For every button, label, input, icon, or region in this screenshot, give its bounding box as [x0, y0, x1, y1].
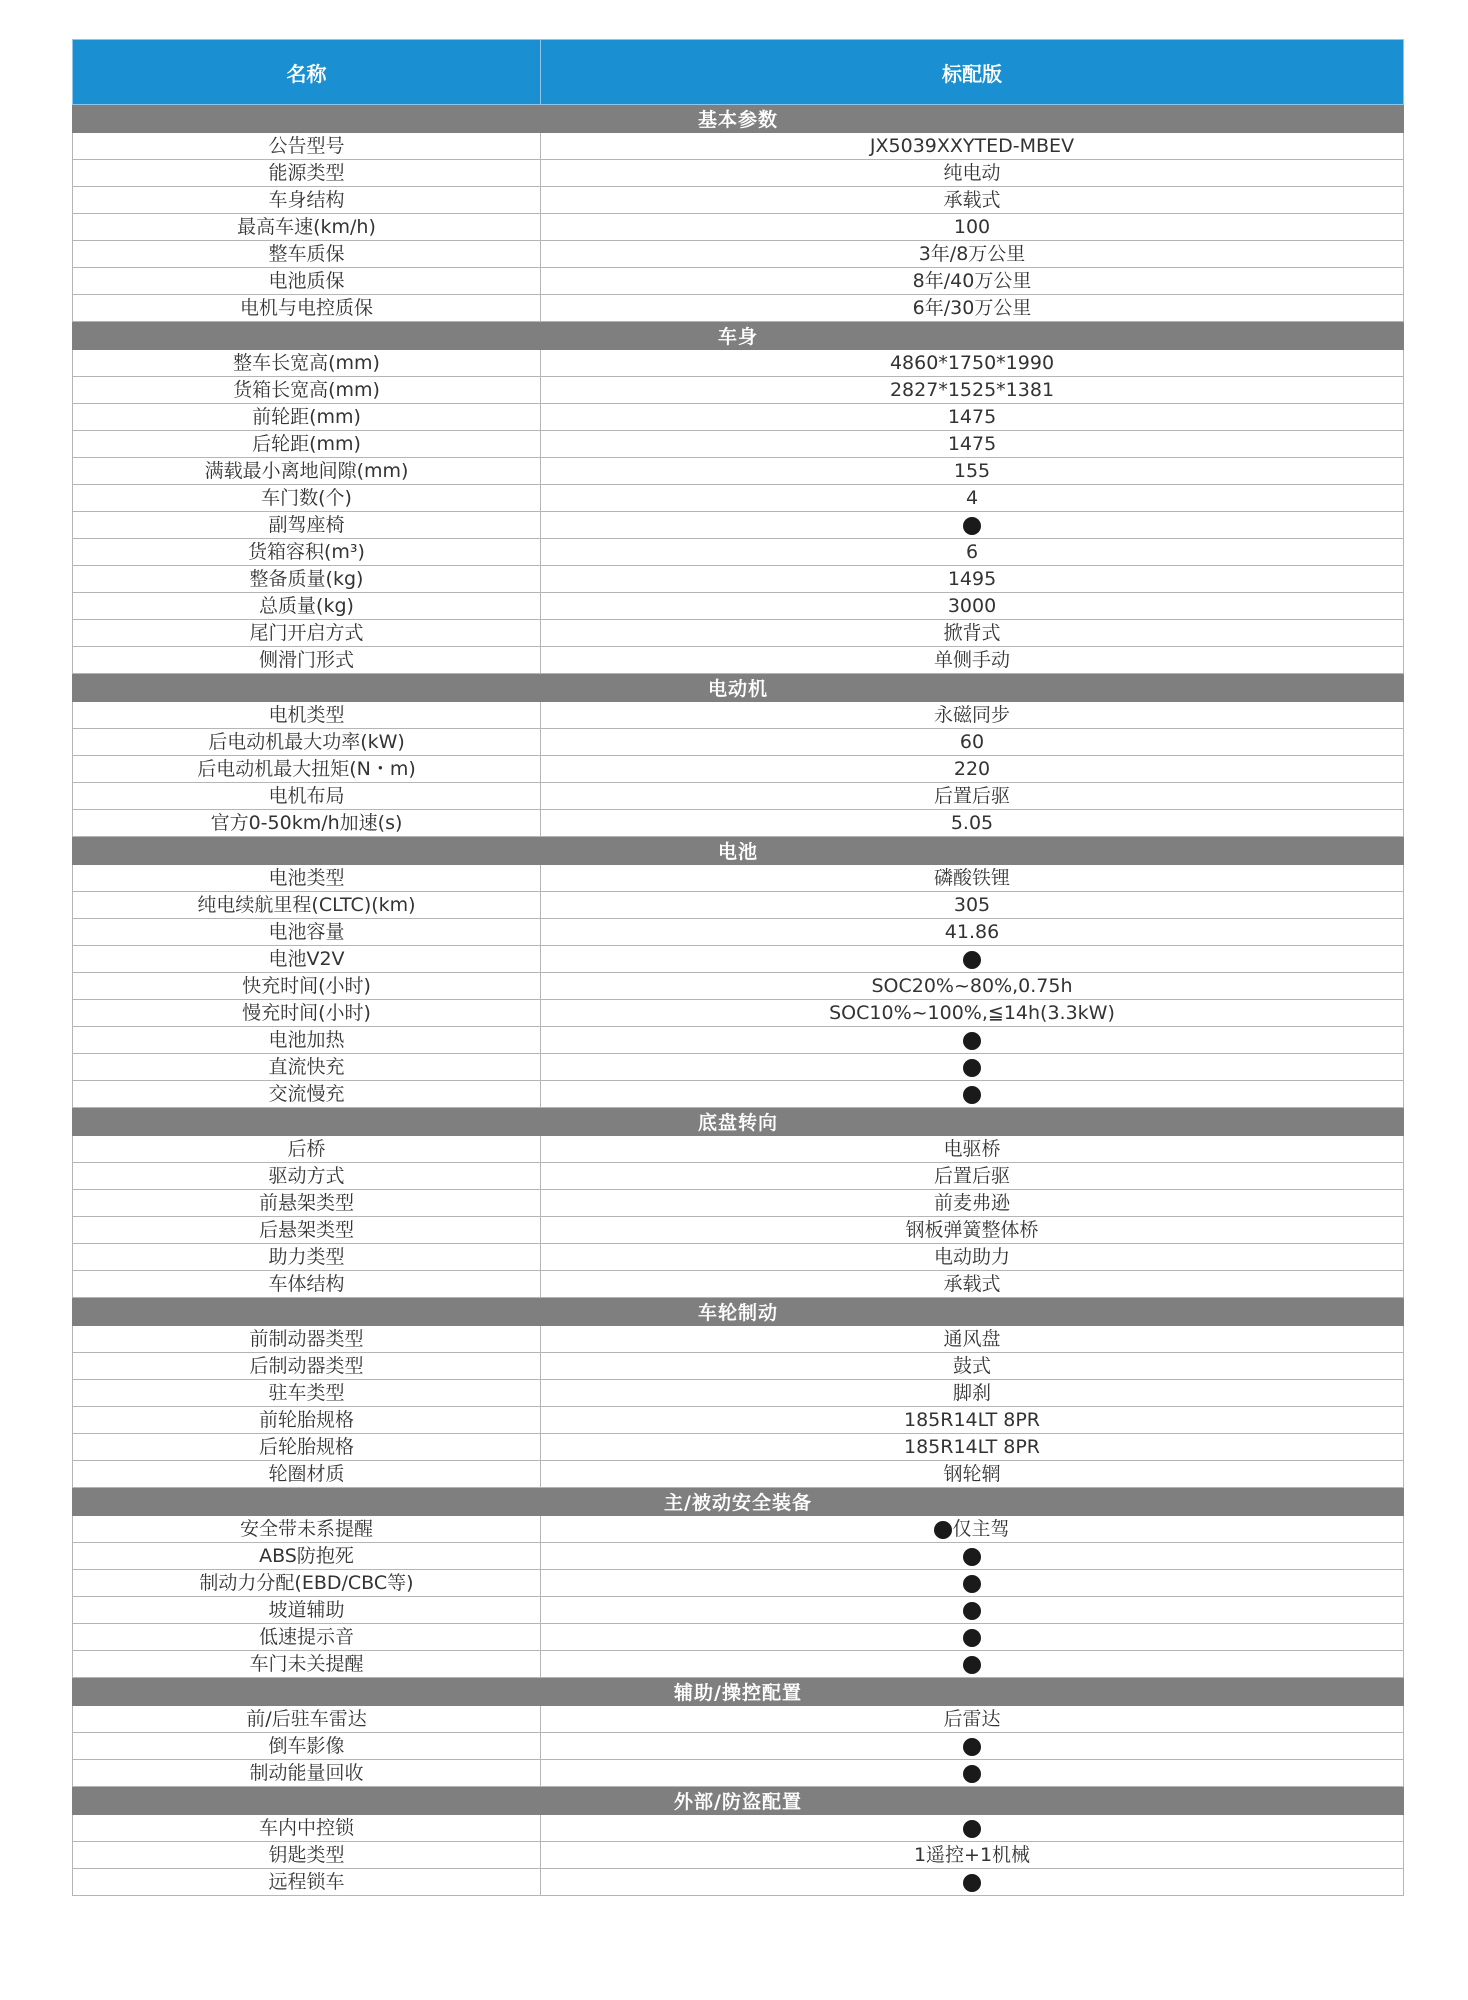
spec-value: SOC10%~100%,≦14h(3.3kW) — [829, 1002, 1115, 1024]
spec-value: 后置后驱 — [933, 1165, 1010, 1187]
spec-name: 电机类型 — [73, 702, 541, 729]
section-header-row — [73, 1488, 1404, 1516]
spec-row — [73, 404, 1404, 431]
spec-value-cell — [541, 404, 1404, 431]
standard-equipped-dot-icon — [963, 1086, 981, 1104]
spec-value-cell — [541, 1136, 1404, 1163]
spec-name: 驱动方式 — [73, 1163, 541, 1190]
spec-value-cell — [541, 1407, 1404, 1434]
spec-name: 车内中控锁 — [73, 1815, 541, 1842]
spec-row — [73, 1760, 1404, 1787]
spec-name: 纯电续航里程(CLTC)(km) — [73, 892, 541, 919]
spec-value: 脚刹 — [952, 1382, 991, 1404]
spec-name: 公告型号 — [73, 133, 541, 160]
spec-value: 1遥控+1机械 — [913, 1844, 1031, 1866]
spec-row — [73, 1136, 1404, 1163]
spec-name: 钥匙类型 — [73, 1842, 541, 1869]
spec-name: 货箱容积(m³) — [73, 539, 541, 566]
spec-value-cell — [541, 1815, 1404, 1842]
standard-equipped-dot-icon — [963, 1032, 981, 1050]
spec-value-cell — [541, 1842, 1404, 1869]
spec-value: JX5039XXYTED-MBEV — [869, 135, 1075, 157]
spec-value-cell — [541, 946, 1404, 973]
spec-row — [73, 1326, 1404, 1353]
spec-value-cell — [541, 377, 1404, 404]
spec-value-cell — [541, 756, 1404, 783]
spec-row — [73, 1733, 1404, 1760]
spec-value: 305 — [953, 894, 991, 916]
spec-value-cell — [541, 783, 1404, 810]
spec-row — [73, 892, 1404, 919]
spec-value-cell — [541, 1543, 1404, 1570]
spec-value: 100 — [953, 216, 991, 238]
spec-value: 8年/40万公里 — [912, 270, 1032, 292]
spec-value-cell — [541, 1760, 1404, 1787]
spec-name: 轮圈材质 — [73, 1461, 541, 1488]
section-header-row — [73, 837, 1404, 865]
spec-name: 直流快充 — [73, 1054, 541, 1081]
spec-name: 总质量(kg) — [73, 593, 541, 620]
spec-name: 后制动器类型 — [73, 1353, 541, 1380]
spec-value-cell — [541, 1000, 1404, 1027]
spec-name: 电机布局 — [73, 783, 541, 810]
spec-row — [73, 620, 1404, 647]
standard-equipped-dot-icon — [963, 1656, 981, 1674]
spec-value-cell — [541, 1353, 1404, 1380]
spec-value: 185R14LT 8PR — [903, 1436, 1040, 1458]
spec-row — [73, 1570, 1404, 1597]
spec-value: 155 — [953, 460, 991, 482]
spec-row — [73, 1380, 1404, 1407]
spec-value-cell — [541, 1869, 1404, 1896]
spec-value: 后雷达 — [943, 1708, 1001, 1730]
standard-equipped-dot-icon — [963, 517, 981, 535]
spec-name: 前制动器类型 — [73, 1326, 541, 1353]
spec-value-cell — [541, 1624, 1404, 1651]
spec-value: 4860*1750*1990 — [889, 352, 1055, 374]
spec-row — [73, 973, 1404, 1000]
spec-value-cell — [541, 1733, 1404, 1760]
spec-row — [73, 647, 1404, 674]
spec-name: 后桥 — [73, 1136, 541, 1163]
standard-equipped-dot-icon — [963, 1820, 981, 1838]
spec-row — [73, 1271, 1404, 1298]
spec-row — [73, 919, 1404, 946]
spec-value-cell — [541, 160, 1404, 187]
spec-value-cell — [541, 1081, 1404, 1108]
spec-row — [73, 783, 1404, 810]
spec-value-cell — [541, 1434, 1404, 1461]
spec-row — [73, 1081, 1404, 1108]
spec-value-cell — [541, 485, 1404, 512]
spec-value: 6年/30万公里 — [912, 297, 1032, 319]
spec-value: SOC20%~80%,0.75h — [871, 975, 1073, 997]
spec-row — [73, 1597, 1404, 1624]
spec-name: 低速提示音 — [73, 1624, 541, 1651]
spec-value: 220 — [953, 758, 991, 780]
spec-row — [73, 512, 1404, 539]
spec-row — [73, 1353, 1404, 1380]
spec-name: 货箱长宽高(mm) — [73, 377, 541, 404]
section-title: 外部/防盗配置 — [73, 1787, 1404, 1815]
spec-value-cell — [541, 892, 1404, 919]
section-header-row — [73, 322, 1404, 350]
spec-value: 6 — [965, 541, 979, 563]
spec-name: 尾门开启方式 — [73, 620, 541, 647]
spec-row — [73, 1163, 1404, 1190]
header-edition: 标配版 — [541, 40, 1404, 105]
spec-name: 助力类型 — [73, 1244, 541, 1271]
spec-name: 整车质保 — [73, 241, 541, 268]
standard-equipped-dot-icon — [934, 1521, 952, 1539]
spec-value: 纯电动 — [943, 162, 1001, 184]
spec-name: 前/后驻车雷达 — [73, 1706, 541, 1733]
spec-row — [73, 1842, 1404, 1869]
spec-name: 副驾座椅 — [73, 512, 541, 539]
spec-row — [73, 187, 1404, 214]
spec-value-cell — [541, 1190, 1404, 1217]
spec-row — [73, 485, 1404, 512]
spec-value-cell — [541, 1651, 1404, 1678]
spec-value: 电驱桥 — [943, 1138, 1001, 1160]
spec-row — [73, 1706, 1404, 1733]
spec-name: 快充时间(小时) — [73, 973, 541, 1000]
spec-value-cell — [541, 133, 1404, 160]
spec-value: 5.05 — [950, 812, 994, 834]
spec-name: 前轮距(mm) — [73, 404, 541, 431]
spec-value-cell — [541, 810, 1404, 837]
standard-equipped-dot-icon — [963, 1765, 981, 1783]
spec-value-cell — [541, 1597, 1404, 1624]
spec-name: 侧滑门形式 — [73, 647, 541, 674]
spec-value-cell — [541, 431, 1404, 458]
section-title: 辅助/操控配置 — [73, 1678, 1404, 1706]
spec-value-cell — [541, 702, 1404, 729]
spec-row — [73, 241, 1404, 268]
spec-value-cell — [541, 1570, 1404, 1597]
spec-name: 官方0-50km/h加速(s) — [73, 810, 541, 837]
section-title: 车轮制动 — [73, 1298, 1404, 1326]
spec-name: ABS防抱死 — [73, 1543, 541, 1570]
spec-name: 安全带未系提醒 — [73, 1516, 541, 1543]
spec-value: 通风盘 — [943, 1328, 1001, 1350]
spec-row — [73, 1054, 1404, 1081]
standard-equipped-dot-icon — [963, 1738, 981, 1756]
spec-row — [73, 729, 1404, 756]
spec-name: 制动力分配(EBD/CBC等) — [73, 1570, 541, 1597]
spec-value-cell — [541, 1516, 1404, 1543]
section-header-row — [73, 674, 1404, 702]
spec-value: 电动助力 — [933, 1246, 1010, 1268]
spec-name: 车体结构 — [73, 1271, 541, 1298]
spec-value-cell — [541, 729, 1404, 756]
section-title: 电动机 — [73, 674, 1404, 702]
section-header-row — [73, 105, 1404, 133]
spec-row — [73, 1869, 1404, 1896]
standard-equipped-dot-icon — [963, 1629, 981, 1647]
section-header-row — [73, 1678, 1404, 1706]
spec-value: 钢板弹簧整体桥 — [905, 1219, 1039, 1241]
spec-row — [73, 566, 1404, 593]
spec-name: 前轮胎规格 — [73, 1407, 541, 1434]
spec-name: 制动能量回收 — [73, 1760, 541, 1787]
header-name: 名称 — [73, 40, 541, 105]
spec-value: 永磁同步 — [933, 704, 1010, 726]
spec-value-cell — [541, 214, 1404, 241]
spec-value: 60 — [959, 731, 985, 753]
spec-value-cell — [541, 1380, 1404, 1407]
spec-name: 后电动机最大扭矩(N・m) — [73, 756, 541, 783]
spec-value-cell — [541, 1326, 1404, 1353]
spec-value: 4 — [965, 487, 979, 509]
spec-name: 整车长宽高(mm) — [73, 350, 541, 377]
spec-row — [73, 1244, 1404, 1271]
spec-row — [73, 1624, 1404, 1651]
spec-row — [73, 458, 1404, 485]
section-title: 电池 — [73, 837, 1404, 865]
table-header-row — [73, 40, 1404, 105]
spec-value: 仅主驾 — [952, 1518, 1010, 1540]
spec-row — [73, 431, 1404, 458]
spec-value-cell — [541, 241, 1404, 268]
standard-equipped-dot-icon — [963, 1575, 981, 1593]
spec-name: 远程锁车 — [73, 1869, 541, 1896]
spec-value: 3年/8万公里 — [918, 243, 1026, 265]
spec-name: 交流慢充 — [73, 1081, 541, 1108]
spec-row — [73, 350, 1404, 377]
standard-equipped-dot-icon — [963, 1602, 981, 1620]
spec-value: 承载式 — [943, 189, 1001, 211]
spec-value-cell — [541, 919, 1404, 946]
spec-value: 1475 — [947, 433, 997, 455]
section-header-row — [73, 1298, 1404, 1326]
spec-name: 后悬架类型 — [73, 1217, 541, 1244]
spec-name: 车门数(个) — [73, 485, 541, 512]
spec-name: 后轮距(mm) — [73, 431, 541, 458]
spec-value: 钢轮辋 — [943, 1463, 1001, 1485]
spec-row — [73, 810, 1404, 837]
spec-table-body — [73, 105, 1404, 1896]
spec-value-cell — [541, 1027, 1404, 1054]
standard-equipped-dot-icon — [963, 1874, 981, 1892]
spec-row — [73, 865, 1404, 892]
section-title: 车身 — [73, 322, 1404, 350]
spec-value-cell — [541, 1271, 1404, 1298]
standard-equipped-dot-icon — [963, 951, 981, 969]
spec-value-cell — [541, 1217, 1404, 1244]
spec-row — [73, 593, 1404, 620]
spec-value-cell — [541, 647, 1404, 674]
section-title: 基本参数 — [73, 105, 1404, 133]
spec-name: 最高车速(km/h) — [73, 214, 541, 241]
spec-name: 坡道辅助 — [73, 1597, 541, 1624]
spec-value-cell — [541, 1461, 1404, 1488]
spec-row — [73, 1027, 1404, 1054]
spec-name: 车身结构 — [73, 187, 541, 214]
section-title: 底盘转向 — [73, 1108, 1404, 1136]
spec-row — [73, 1516, 1404, 1543]
spec-value: 单侧手动 — [933, 649, 1010, 671]
spec-value: 1475 — [947, 406, 997, 428]
spec-row — [73, 1543, 1404, 1570]
spec-value: 41.86 — [944, 921, 1000, 943]
spec-value-cell — [541, 268, 1404, 295]
spec-row — [73, 1407, 1404, 1434]
spec-row — [73, 268, 1404, 295]
spec-value: 后置后驱 — [933, 785, 1010, 807]
spec-name: 驻车类型 — [73, 1380, 541, 1407]
spec-row — [73, 539, 1404, 566]
spec-value: 185R14LT 8PR — [903, 1409, 1040, 1431]
spec-row — [73, 377, 1404, 404]
spec-name: 电池类型 — [73, 865, 541, 892]
spec-row — [73, 1651, 1404, 1678]
spec-name: 能源类型 — [73, 160, 541, 187]
spec-value-cell — [541, 593, 1404, 620]
spec-name: 电机与电控质保 — [73, 295, 541, 322]
spec-name: 前悬架类型 — [73, 1190, 541, 1217]
section-header-row — [73, 1108, 1404, 1136]
spec-row — [73, 133, 1404, 160]
spec-value-cell — [541, 458, 1404, 485]
spec-value: 2827*1525*1381 — [889, 379, 1055, 401]
section-title: 主/被动安全装备 — [73, 1488, 1404, 1516]
spec-row — [73, 1000, 1404, 1027]
spec-value-cell — [541, 1244, 1404, 1271]
spec-row — [73, 946, 1404, 973]
spec-row — [73, 1434, 1404, 1461]
spec-name: 电池容量 — [73, 919, 541, 946]
spec-name: 慢充时间(小时) — [73, 1000, 541, 1027]
spec-value: 1495 — [947, 568, 997, 590]
spec-row — [73, 295, 1404, 322]
spec-value-cell — [541, 1706, 1404, 1733]
spec-value-cell — [541, 350, 1404, 377]
spec-value-cell — [541, 1163, 1404, 1190]
standard-equipped-dot-icon — [963, 1548, 981, 1566]
spec-value-cell — [541, 1054, 1404, 1081]
spec-row — [73, 1217, 1404, 1244]
spec-row — [73, 1461, 1404, 1488]
spec-row — [73, 214, 1404, 241]
spec-value-cell — [541, 187, 1404, 214]
spec-value: 鼓式 — [952, 1355, 991, 1377]
spec-value-cell — [541, 295, 1404, 322]
spec-value: 承载式 — [943, 1273, 1001, 1295]
standard-equipped-dot-icon — [963, 1059, 981, 1077]
spec-name: 车门未关提醒 — [73, 1651, 541, 1678]
spec-value-cell — [541, 539, 1404, 566]
spec-value: 前麦弗逊 — [933, 1192, 1010, 1214]
spec-row — [73, 756, 1404, 783]
spec-value-cell — [541, 973, 1404, 1000]
spec-value: 磷酸铁锂 — [933, 867, 1010, 889]
spec-value: 3000 — [947, 595, 997, 617]
spec-value-cell — [541, 512, 1404, 539]
spec-row — [73, 1190, 1404, 1217]
spec-row — [73, 160, 1404, 187]
spec-name: 电池加热 — [73, 1027, 541, 1054]
spec-name: 后电动机最大功率(kW) — [73, 729, 541, 756]
spec-value-cell — [541, 566, 1404, 593]
spec-name: 电池质保 — [73, 268, 541, 295]
spec-table — [72, 39, 1404, 1896]
spec-row — [73, 1815, 1404, 1842]
spec-name: 电池V2V — [73, 946, 541, 973]
section-header-row — [73, 1787, 1404, 1815]
spec-name: 倒车影像 — [73, 1733, 541, 1760]
spec-value: 掀背式 — [943, 622, 1001, 644]
spec-name: 整备质量(kg) — [73, 566, 541, 593]
spec-row — [73, 702, 1404, 729]
spec-name: 满载最小离地间隙(mm) — [73, 458, 541, 485]
spec-value-cell — [541, 620, 1404, 647]
spec-value-cell — [541, 865, 1404, 892]
spec-name: 后轮胎规格 — [73, 1434, 541, 1461]
